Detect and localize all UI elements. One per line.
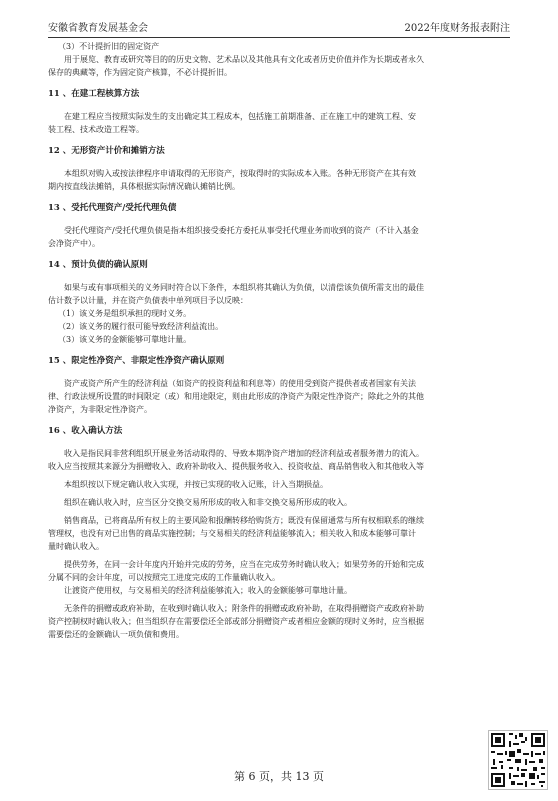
text-line: 律、行政法规所设置的时间限定（或）和用途限定，则由此形成的净资产为限定性净资产；除此之外的其他 — [48, 392, 424, 401]
section-heading: 15 、限定性净资产、非限定性净资产确认原则 — [48, 356, 225, 366]
section-heading: 14 、预计负债的确认原则 — [48, 260, 148, 270]
text-line: 分属不同的会计年度，可以按照完工进度完成的工作量确认收入。 — [48, 573, 280, 582]
header-report-title: 2022年度财务报表附注 — [404, 23, 510, 34]
text-line: 期内按直线法摊销，具体根据实际情况确认摊销比例。 — [48, 182, 240, 191]
text-line: 装工程、技术改造工程等。 — [48, 125, 144, 134]
section-heading: 13 、受托代理资产/受托代理负债 — [48, 203, 177, 213]
text-line: （3）不计提折旧的固定资产 — [58, 42, 160, 51]
qr-code-icon — [488, 730, 548, 790]
text-line: 在建工程应当按照实际发生的支出确定其工程成本，包括施工前期准备、正在施工中的建筑工程、安 — [64, 112, 416, 121]
text-line: 净资产，为非限定性净资产。 — [48, 405, 152, 414]
section-spacer — [48, 438, 510, 447]
section-spacer — [48, 215, 510, 224]
text-line: 收入是指民间非营利组织开展业务活动取得的、导致本期净资产增加的经济利益或者服务潜力的流入。 — [64, 449, 424, 458]
section-spacer — [48, 79, 510, 88]
text-line: 无条件的捐赠或政府补助，在收到时确认收入；附条件的捐赠或政府补助，在取得捐赠资产或政府补助 — [64, 604, 424, 613]
text-line: 量时确认收入。 — [48, 542, 104, 551]
text-line: 受托代理资产/受托代理负债是指本组织接受委托方委托从事受托代理业务而收到的资产（不计入基金 — [64, 226, 419, 235]
text-line: 让渡资产使用权，与交易相关的经济利益能够流入；收入的金额能够可靠地计量。 — [64, 586, 352, 595]
text-line: 如果与或有事项相关的义务同时符合以下条件，本组织将其确认为负债，以清偿该负债所需支出的最佳 — [64, 283, 424, 292]
section-spacer — [48, 158, 510, 167]
text-line: （3）该义务的金额能够可靠地计量。 — [58, 335, 192, 344]
text-line: 资产控制权时确认收入；但当组织存在需要偿还全部或部分捐赠资产或者相应金额的现时义务时，应当根据 — [48, 617, 424, 626]
section-heading: 11 、在建工程核算方法 — [48, 89, 140, 99]
section-spacer — [48, 101, 510, 110]
document-body — [48, 40, 510, 641]
text-line: 资产或资产所产生的经济利益（如资产的投资利益和利息等）的使用受到资产提供者或者国家有关法 — [64, 379, 416, 388]
text-line: 需要偿还的金额确认一项负债和费用。 — [48, 630, 184, 639]
text-line: （1）该义务是组织承担的现时义务。 — [58, 309, 192, 318]
text-line: 本组织对购入或按法律程序申请取得的无形资产，按取得时的实际成本入账。各种无形资产在其有效 — [64, 169, 416, 178]
text-line: 估计数予以计量，并在资产负债表中单列项目予以反映： — [48, 296, 248, 305]
text-line: （2）该义务的履行很可能导致经济利益流出。 — [58, 322, 224, 331]
section-heading: 16 、收入确认方法 — [48, 426, 123, 436]
section-spacer — [48, 272, 510, 281]
text-line: 本组织按以下规定确认收入实现，并按已实现的收入记账，计入当期损益。 — [64, 480, 328, 489]
section-spacer — [48, 250, 510, 259]
section-spacer — [48, 346, 510, 355]
page-number: 第 6 页，共 13 页 — [234, 770, 324, 783]
text-line: 组织在确认收入时，应当区分交换交易所形成的收入和非交换交易所形成的收入。 — [64, 498, 352, 507]
text-line: 收入应当按照其来源分为捐赠收入、政府补助收入、提供服务收入、投资收益、商品销售收入和其他收入等 — [48, 462, 424, 471]
text-line: 用于展览、教育或研究等目的的历史文物、艺术品以及其他具有文化或者历史价值并作为长期或者永久 — [64, 55, 424, 64]
section-spacer — [48, 136, 510, 145]
section-spacer — [48, 193, 510, 202]
text-line: 提供劳务，在同一会计年度内开始并完成的劳务，应当在完成劳务时确认收入；如果劳务的开始和完成 — [64, 560, 424, 569]
section-heading: 12 、无形资产计价和摊销方法 — [48, 146, 165, 156]
header-organization: 安徽省教育发展基金会 — [48, 23, 148, 34]
text-line: 保存的典藏等，作为固定资产核算，不必计提折旧。 — [48, 68, 232, 77]
section-spacer — [48, 368, 510, 377]
text-line: 会净资产中）。 — [48, 239, 100, 248]
text-line: 管理权，也没有对已出售的商品实施控制；与交易相关的经济利益能够流入；相关收入和成本能够可靠计 — [48, 529, 416, 538]
page-header — [48, 14, 510, 38]
section-spacer — [48, 416, 510, 425]
text-line: 销售商品，已将商品所有权上的主要风险和报酬转移给购货方；既没有保留通常与所有权相联系的继续 — [64, 516, 424, 525]
